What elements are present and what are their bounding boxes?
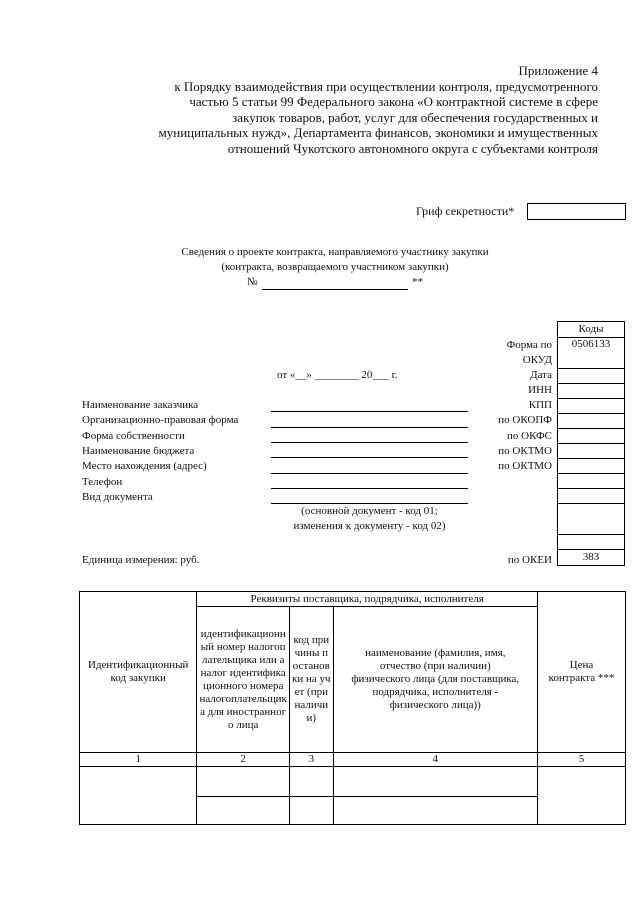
secrecy-field[interactable] <box>527 203 626 220</box>
cell-procurement-id[interactable] <box>80 767 197 825</box>
codes-label-okfs: по ОКФС <box>507 430 552 442</box>
col-header-supplier-group: Реквизиты поставщика, подрядчика, исполнителя <box>197 592 538 607</box>
col-header-inn: идентификационный номер налогоплательщика или аналог идентификационного номера налогоплательщика для иностранного лица <box>197 607 290 753</box>
field-address: Место нахождения (адрес) <box>82 460 207 472</box>
col-header-kpp: код причины постановки на учет (при наличии) <box>289 607 333 753</box>
code-spacer <box>558 535 625 550</box>
code-doc-type[interactable] <box>558 504 625 535</box>
date-line: от «__» ________ 20___ г. <box>277 369 398 381</box>
col-header-name: наименование (фамилия, имя, отчество (при наличии) физического лица (для поставщика, подрядчика, исполнителя - физического лица)) <box>333 607 537 753</box>
col-number: 1 <box>80 753 197 767</box>
col-number: 4 <box>333 753 537 767</box>
code-okfs[interactable] <box>558 429 625 444</box>
appendix-line: к Порядку взаимодействия при осуществлении контроля, предусмотренного <box>174 78 598 94</box>
code-kpp[interactable] <box>558 399 625 414</box>
okei-label: по ОКЕИ <box>507 554 552 566</box>
address-input[interactable] <box>271 473 468 474</box>
appendix-line: закупок товаров, работ, услуг для обеспечения государственных и <box>232 109 598 125</box>
field-budget-name: Наименование бюджета <box>82 445 195 457</box>
col-header-contract-price: Цена контракта *** <box>537 592 625 753</box>
phone-input[interactable] <box>271 488 468 489</box>
doc-type-input[interactable] <box>271 503 468 504</box>
doc-number-prefix: № <box>247 276 258 288</box>
unit-label: Единица измерения: руб. <box>82 554 200 566</box>
field-legal-form: Организационно-правовая форма <box>82 414 239 426</box>
code-inn[interactable] <box>558 384 625 399</box>
cell-name[interactable] <box>333 797 537 825</box>
doc-type-note-line2: изменения к документу - код 02) <box>293 520 446 532</box>
codes-label-oktmo: по ОКТМО <box>498 445 552 457</box>
budget-name-input[interactable] <box>271 457 468 458</box>
code-blank[interactable] <box>558 474 625 489</box>
codes-label-oktmo-2: по ОКТМО <box>498 460 552 472</box>
col-header-procurement-id: Идентификационный код закупки <box>80 592 197 753</box>
cell-inn[interactable] <box>197 767 290 797</box>
code-blank[interactable] <box>558 489 625 504</box>
code-okei[interactable]: 383 <box>558 550 625 566</box>
codes-table <box>557 321 625 566</box>
appendix-line: частью 5 статьи 99 Федерального закона «О контрактной системе в сфере <box>189 94 598 110</box>
codes-label-inn: ИНН <box>528 384 552 396</box>
cell-kpp[interactable] <box>289 767 333 797</box>
doc-title-line1: Сведения о проекте контракта, направляемого участнику закупки <box>181 246 489 258</box>
codes-label-kpp: КПП <box>528 399 552 411</box>
cell-kpp[interactable] <box>289 797 333 825</box>
ownership-input[interactable] <box>271 442 468 443</box>
doc-number-suffix: ** <box>412 276 423 288</box>
field-ownership: Форма собственности <box>82 430 185 442</box>
appendix-line: Приложение 4 <box>518 63 598 78</box>
doc-number-field[interactable] <box>262 289 408 290</box>
doc-type-note-line1: (основной документ - код 01; <box>301 505 438 517</box>
cell-name[interactable] <box>333 767 537 797</box>
field-phone: Телефон <box>82 476 123 488</box>
code-date[interactable] <box>558 369 625 384</box>
field-doc-type: Вид документа <box>82 491 153 503</box>
codes-header: Коды <box>558 322 625 338</box>
codes-label-okud: Форма по <box>506 339 552 351</box>
field-customer-name: Наименование заказчика <box>82 399 199 411</box>
appendix-line: муниципальных нужд», Департамента финансов, экономики и имущественных <box>158 125 598 141</box>
code-oktmo-2[interactable] <box>558 459 625 474</box>
doc-title-line2: (контракта, возвращаемого участником закупки) <box>221 261 449 273</box>
codes-label-date: Дата <box>530 369 552 381</box>
col-number: 2 <box>197 753 290 767</box>
appendix-line: отношений Чукотского автономного округа с субъектами контроля <box>227 140 598 156</box>
col-number: 5 <box>537 753 625 767</box>
secrecy-label: Гриф секретности* <box>416 204 515 218</box>
codes-label-okud-2: ОКУД <box>522 354 552 366</box>
appendix-header <box>159 63 598 157</box>
code-okud[interactable]: 0506133 <box>558 338 625 369</box>
cell-inn[interactable] <box>197 797 290 825</box>
cell-contract-price[interactable] <box>537 767 625 825</box>
code-oktmo[interactable] <box>558 444 625 459</box>
code-okopf[interactable] <box>558 414 625 429</box>
codes-label-okopf: по ОКОПФ <box>498 414 552 426</box>
customer-name-input[interactable] <box>271 411 468 412</box>
legal-form-input[interactable] <box>271 427 468 428</box>
supplier-table <box>79 591 626 825</box>
col-number: 3 <box>289 753 333 767</box>
